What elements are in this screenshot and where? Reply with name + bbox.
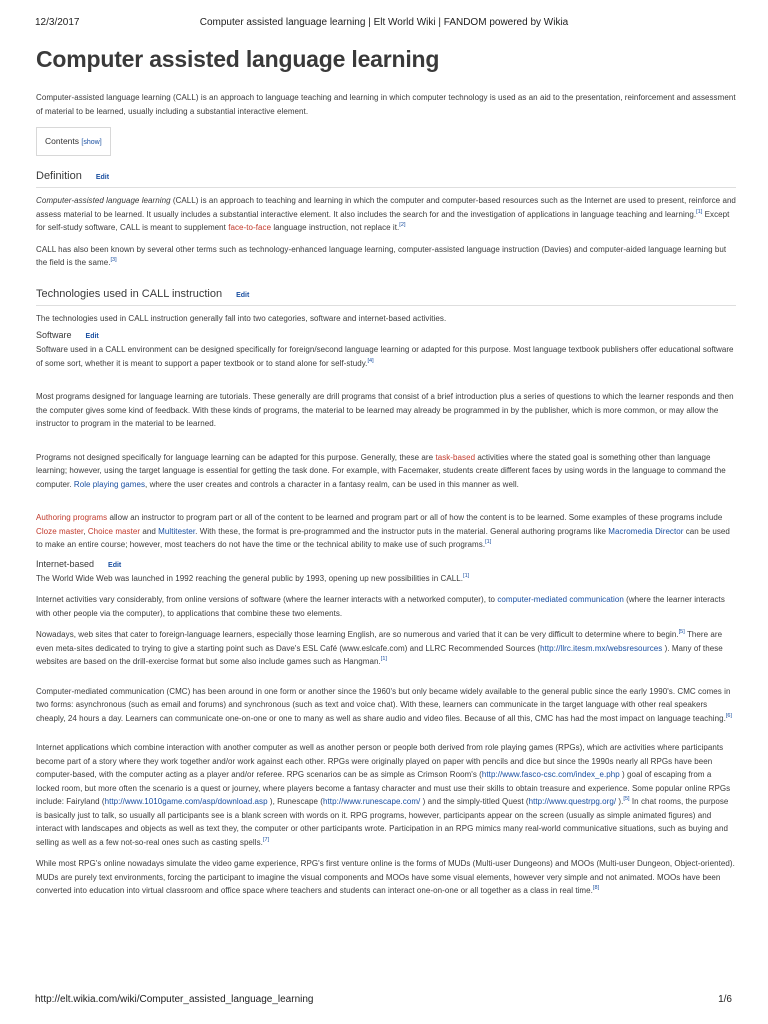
print-page-title: Computer assisted language learning | Elt World Wiki | FANDOM powered by Wikia — [199, 17, 569, 28]
article-content — [36, 42, 736, 898]
edit-internet-based-link[interactable]: Edit — [108, 561, 122, 569]
reference-link[interactable]: [3] — [110, 257, 117, 263]
cmc-link[interactable]: computer-mediated communication — [497, 595, 624, 604]
definition-paragraph-1: Computer-assisted language learning (CALL) is an approach to teaching and learning in which the computer and computer-based resources such as the Internet are used to present, reinforce and assess material to be learned. It usually includes a substantial interactive element. It also includes the search for and the investigation of applications in language teaching and learning.[1] Except for self-study software, CALL is meant to supplement face-to-face language instruction, not replace it.[2] — [36, 196, 736, 232]
table-of-contents — [36, 127, 111, 156]
runescape-link[interactable]: http://www.runescape.com/ — [323, 797, 421, 806]
reference-link[interactable]: [4] — [367, 357, 374, 364]
reference-link[interactable]: [5] — [623, 796, 630, 802]
page-title: Computer assisted language learning — [36, 46, 440, 72]
internet-paragraph-1: The World Wide Web was launched in 1992 reaching the general public by 1993, opening up new possibilities in CALL.[1] — [36, 572, 470, 583]
choice-master-link[interactable]: Choice master — [87, 526, 141, 536]
reference-link[interactable]: [5] — [678, 629, 685, 635]
llrc-link[interactable]: http://llrc.itesm.mx/websresources — [540, 643, 663, 653]
edit-definition-link[interactable]: Edit — [95, 174, 110, 181]
intro-paragraph: Computer-assisted language learning (CALL) is an approach to language teaching and learning in which computer technology is used as an aid to the presentation, reinforcement and assessment of material to be learned, usually including a substantial interactive element. — [36, 93, 736, 116]
crimson-room-link[interactable]: http://www.fasco-csc.com/index_e.php — [481, 770, 620, 779]
edit-technologies-link[interactable]: Edit — [236, 291, 250, 299]
heading-software — [36, 330, 736, 343]
multitester-link[interactable]: Multitester — [158, 526, 196, 536]
reference-link[interactable]: [7] — [262, 836, 270, 843]
heading-technologies-text: Technologies used in CALL instruction — [36, 287, 223, 300]
print-header — [0, 0, 768, 38]
reference-link[interactable]: [8] — [592, 885, 600, 891]
internet-paragraph-4: Computer-mediated communication (CMC) has been around in one form or another since the 1960's but only became widely available to the general public since the early 1990's. CMC comes in two forms: asynchronous (such as email and forums) and synchronous (such as text and voice chat). With these, learners can communicate in the target language with other real speakers cheaply, 24 hours a day. Learners can communicate one-on-one or one to many as well as share audio and video files. Because of all this, CMC has had the most impact on language teaching.[6] — [36, 686, 733, 723]
heading-technologies — [36, 288, 736, 306]
print-url: http://elt.wikia.com/wiki/Computer_assisted_language_learning — [35, 994, 314, 1005]
role-playing-games-link[interactable]: Role playing games — [73, 479, 146, 489]
definition-term: Computer-assisted language learning — [36, 196, 171, 205]
cloze-master-link[interactable]: Cloze master — [36, 526, 84, 536]
software-paragraph-4: Authoring programs allow an instructor to program part or all of the content to be learned and program part or all of how the content is to be learned. Some examples of these programs include Cloze master, Choice master and Multitester. With these, the format is pre-programmed and the instructor puts in the material. General authoring programs like Macromedia Director can be used to make an entire course; however, most teachers do not have the time or the technical ability to make use of such programs.[1] — [36, 513, 730, 549]
internet-paragraph-2: Internet activities vary considerably, from online versions of software (where the learner interacts with a networked computer), to computer-mediated communication (where the learner interacts with other people via the computer), to applications that combine these two elements. — [36, 595, 725, 618]
toc-toggle-link[interactable]: [show] — [81, 139, 102, 146]
software-paragraph-2: Most programs designed for language learning are tutorials. These generally are drill programs that consist of a brief introduction plus a series of questions to which the learner responds and then the computer gives some kind of feedback. With these kinds of programs, the material to be learned may already be programmed in by the publisher, which is more common, or may allow the instructor to program in the material to be learned. — [36, 392, 734, 428]
internet-paragraph-6: While most RPG's online nowadays simulate the video game experience, RPG's first venture online is the forms of MUDs (Multi-user Dungeons) and MOOs (Multi-user Dungeon, Object-oriented). MUDs are purely text environments, forcing the participant to imagine the visual components and MOOs have some visual elements, however very simple and not animated. MOOs have been converted into education into virtual classroom and office space where teachers and students can interact one-on-one or all together as a class in real time.[8] — [36, 859, 735, 895]
heading-internet-based — [36, 559, 736, 572]
technologies-intro: The technologies used in CALL instruction generally fall into two categories, software and internet-based activities. — [36, 313, 447, 323]
reference-link[interactable]: [1] — [485, 539, 492, 545]
quest-link[interactable]: http://www.questrpg.org/ — [528, 797, 617, 806]
reference-link[interactable]: [6] — [725, 712, 733, 719]
software-paragraph-3: Programs not designed specifically for language learning can be adapted for this purpose. Generally, these are task-based activities where the stated goal is something other than language learning; however, using the target language is essential for getting the task done. For example, with Facemaker, students create different faces by using words in the language to command the computer. Role playing games, where the user creates and controls a character in a fantasy realm, can be used in this manner as well. — [36, 452, 726, 489]
face-to-face-link[interactable]: face-to-face — [228, 223, 272, 232]
definition-paragraph-2: CALL has also been known by several other terms such as technology-enhanced language learning, computer-assisted language instruction (Davies) and computer-aided language learning but the field is the same.[3] — [36, 244, 727, 267]
reference-link[interactable]: [1] — [380, 656, 388, 662]
task-based-link[interactable]: task-based — [435, 452, 476, 462]
fairyland-link[interactable]: http://www.1010game.com/asp/download.asp — [104, 797, 268, 806]
reference-link[interactable]: [1] — [696, 208, 703, 215]
heading-internet-based-text: Internet-based — [36, 558, 95, 569]
authoring-programs-link[interactable]: Authoring programs — [36, 513, 108, 522]
heading-definition — [36, 170, 736, 188]
toc-label: Contents — [45, 136, 80, 146]
heading-software-text: Software — [36, 330, 72, 340]
edit-software-link[interactable]: Edit — [85, 333, 99, 340]
print-date: 12/3/2017 — [35, 17, 80, 28]
reference-link[interactable]: [1] — [463, 572, 470, 579]
macromedia-director-link[interactable]: Macromedia Director — [608, 526, 684, 536]
internet-paragraph-5: Internet applications which combine interaction with another computer as well as another person or people both derived from role playing games (RPGs), which are activities where participants become part of a story where they work together and/or work against each other. RPGs were originally played on paper with pencils and dice but since the 1990s nearly all RPGs have been computer-based, with the computer acting as a player and/or referee. RPG scenarios can be as simple as Crimson Room's (http://www.fasco-csc.com/index_e.php ) goal of escaping from a locked room, but more often the scenario is a quest or journey, where players become a fantasy character and must use their skills to obtain treasure and experience. Some popular online RPGs include: Fairyland (http://www.1010game.com/asp/download.asp ), Runescape (http://www.runescape.com/ ) and the simply-titled Quest (http://www.questrpg.org/ ).[5] In chat rooms, the purpose is basically just to talk, so usually all participants see is a blank screen with words on it. RPG programs, however, participants appear on the screen (usually as simple animated figures) and interact with landscapes and objects as well as text they, the computer or other participants wrote. Participation in an RPG mimics many real-world communicative situations, such as buying and selling as well as a few not-so-real ones such as casting spells.[7] — [36, 743, 731, 847]
reference-link[interactable]: [2] — [399, 222, 406, 228]
heading-definition-text: Definition — [36, 170, 82, 182]
internet-paragraph-3: Nowadays, web sites that cater to foreign-language learners, especially those learning English, are so numerous and varied that it can be very difficult to determine where to begin.[5] There are even meta-sites dedicated to trying to give a starting point such as Dave's ESL Café (www.eslcafe.com) and LLRC Recommended Sources (http://llrc.itesm.mx/websresources ). Many of these websites are based on the drill-exercise format but some also include games such as Hangman.[1] — [36, 629, 723, 666]
page-number: 1/6 — [718, 994, 732, 1005]
software-paragraph-1: Software used in a CALL environment can be designed specifically for foreign/second language learning or adapted for this purpose. Most language textbook publishers offer educational software of some sort, whether it is meant to support a paper textbook or to stand alone for self-study.[4] — [36, 345, 734, 368]
